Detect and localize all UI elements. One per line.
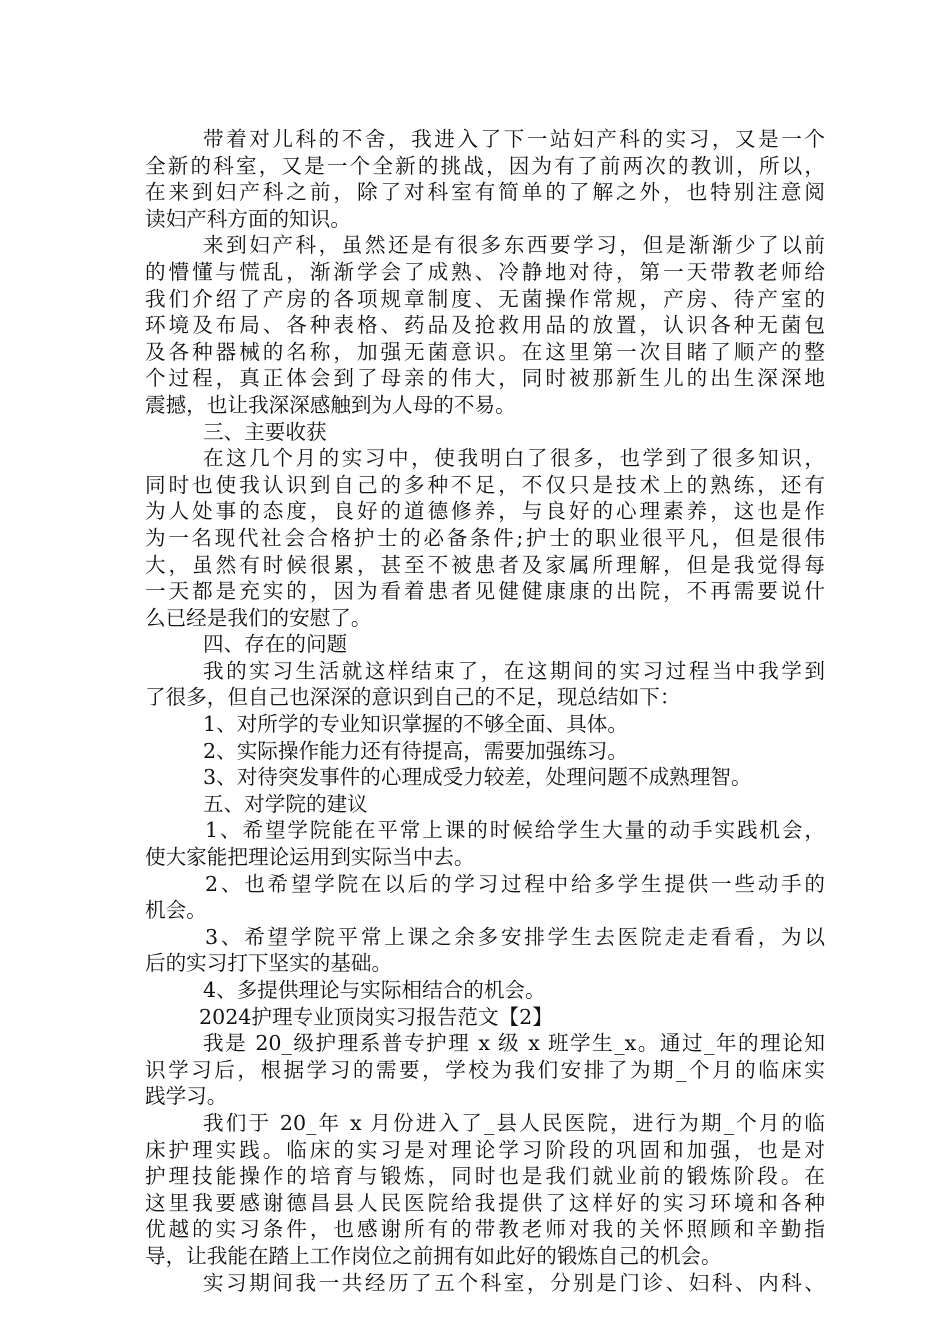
paragraph-line: 全新的科室，又是一个全新的挑战，因为有了前两次的教训，所以， bbox=[145, 153, 825, 178]
paragraph-line: 我的实习生活就这样结束了，在这期间的实习过程当中我学到 bbox=[203, 658, 825, 683]
paragraph-line: 环境及布局、各种表格、药品及抢救用品的放置，认识各种无菌包 bbox=[145, 313, 825, 338]
paragraph-line: 机会。 bbox=[145, 898, 207, 923]
paragraph-line: 带着对儿科的不舍，我进入了下一站妇产科的实习，又是一个 bbox=[203, 127, 825, 151]
paragraph-line: 同时也使我认识到自己的多种不足，不仅只是技术上的熟练，还有 bbox=[145, 472, 825, 497]
paragraph-line: 在来到妇产科之前，除了对科室有简单的了解之外，也特别注意阅 bbox=[145, 180, 825, 205]
list-item: 3、对待突发事件的心理成受力较差，处理问题不成熟理智。 bbox=[203, 765, 752, 790]
section-heading: 五、对学院的建议 bbox=[203, 791, 368, 816]
section-heading: 三、主要收获 bbox=[203, 419, 327, 444]
paragraph-line: 读妇产科方面的知识。 bbox=[145, 206, 351, 231]
section-heading: 四、存在的问题 bbox=[203, 632, 348, 657]
paragraph-line: 为一名现代社会合格护士的必备条件;护士的职业很平凡，但是很伟 bbox=[145, 525, 825, 550]
paragraph-line: 及各种器械的名称，加强无菌意识。在这里第一次目睹了顺产的整 bbox=[145, 339, 825, 364]
list-item: 3、希望学院平常上课之余多安排学生去医院走走看看，为以 bbox=[205, 924, 825, 949]
paragraph-line: 床护理实践。临床的实习是对理论学习阶段的巩固和加强，也是对 bbox=[145, 1137, 825, 1162]
paragraph-line: 使大家能把理论运用到实际当中去。 bbox=[145, 845, 475, 870]
list-item: 4、多提供理论与实际相结合的机会。 bbox=[203, 978, 546, 1002]
paragraph-line: 大，虽然有时候很累，甚至不被患者及家属所理解，但是我觉得每 bbox=[145, 552, 825, 577]
list-item: 1、希望学院能在平常上课的时候给学生大量的动手实践机会， bbox=[205, 818, 825, 843]
list-item: 1、对所学的专业知识掌握的不够全面、具体。 bbox=[203, 712, 628, 737]
paragraph-line: 么已经是我们的安慰了。 bbox=[145, 605, 372, 630]
paragraph-line: 震撼，也让我深深感触到为人母的不易。 bbox=[145, 392, 516, 417]
list-item: 2、也希望学院在以后的学习过程中给多学生提供一些动手的 bbox=[205, 871, 825, 896]
paragraph-line: 护理技能操作的培育与锻炼，同时也是我们就业前的锻炼阶段。在 bbox=[145, 1164, 825, 1189]
paragraph-line: 我们于 20_年 x 月份进入了_县人民医院，进行为期_个月的临 bbox=[203, 1110, 825, 1135]
paragraph-line: 个过程，真正体会到了母亲的伟大，同时被那新生儿的出生深深地 bbox=[145, 366, 825, 391]
paragraph-line: 后的实习打下坚实的基础。 bbox=[145, 951, 393, 976]
paragraph-line: 来到妇产科，虽然还是有很多东西要学习，但是渐渐少了以前 bbox=[203, 233, 825, 258]
paragraph-line: 我们介绍了产房的各项规章制度、无菌操作常规，产房、待产室的 bbox=[145, 286, 825, 311]
paragraph-line: 识学习后，根据学习的需要，学校为我们安排了为期_个月的临床实 bbox=[145, 1057, 825, 1082]
paragraph-line: 导，让我能在踏上工作岗位之前拥有如此好的锻炼自己的机会。 bbox=[145, 1243, 722, 1268]
paragraph-line: 实习期间我一共经历了五个科室，分别是门诊、妇科、内科、 bbox=[203, 1270, 825, 1295]
document-body bbox=[145, 126, 825, 1296]
paragraph-line: 优越的实习条件，也感谢所有的带教老师对我的关怀照顾和辛勤指 bbox=[145, 1217, 825, 1242]
paragraph-line: 我是 20_级护理系普专护理 x 级 x 班学生_x。通过_年的理论知 bbox=[203, 1031, 825, 1056]
article-title: 2024护理专业顶岗实习报告范文【2】 bbox=[199, 1004, 553, 1029]
paragraph-line: 了很多，但自己也深深的意识到自己的不足，现总结如下： bbox=[145, 685, 681, 710]
paragraph-line: 一天都是充实的，因为看着患者见健健康康的出院，不再需要说什 bbox=[145, 579, 825, 604]
paragraph-line: 在这几个月的实习中，使我明白了很多，也学到了很多知识， bbox=[203, 446, 825, 471]
list-item: 2、实际操作能力还有待提高，需要加强练习。 bbox=[203, 738, 628, 763]
paragraph-line: 践学习。 bbox=[145, 1084, 228, 1109]
paragraph-line: 的懵懂与慌乱，渐渐学会了成熟、冷静地对待，第一天带教老师给 bbox=[145, 259, 825, 284]
paragraph-line: 为人处事的态度，良好的道德修养，与良好的心理素养，这也是作 bbox=[145, 499, 825, 524]
paragraph-line: 这里我要感谢德昌县人民医院给我提供了这样好的实习环境和各种 bbox=[145, 1190, 825, 1215]
